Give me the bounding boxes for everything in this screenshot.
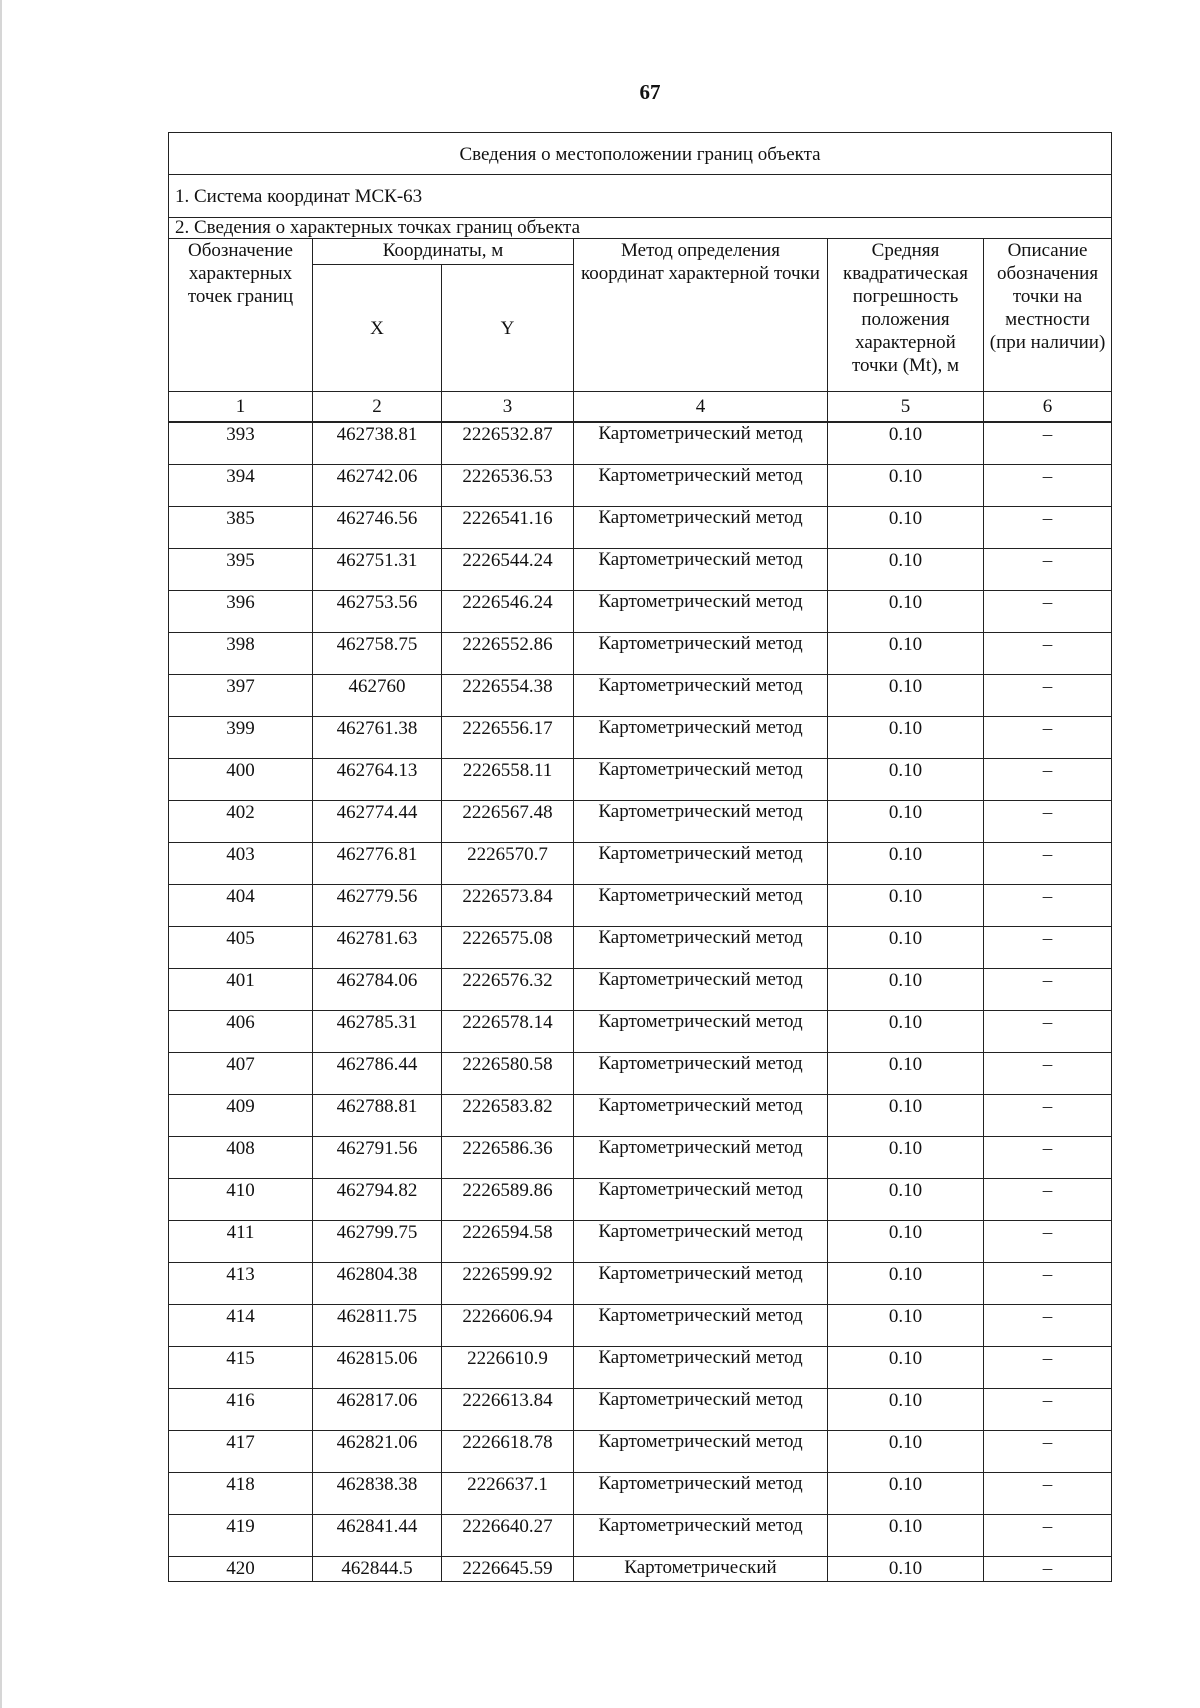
table-row — [169, 1263, 1112, 1305]
x-coordinate-cell: 462761.38 — [313, 717, 442, 759]
method-cell: Картометрический метод — [574, 885, 828, 927]
y-coordinate-cell: 2226640.27 — [442, 1515, 574, 1557]
table-row — [169, 1347, 1112, 1389]
description-cell: – — [984, 1389, 1112, 1431]
y-coordinate-cell: 2226645.59 — [442, 1557, 574, 1582]
method-cell: Картометрический метод — [574, 1389, 828, 1431]
x-coordinate-cell: 462799.75 — [313, 1221, 442, 1263]
mean-error-cell: 0.10 — [828, 843, 984, 885]
method-cell: Картометрический метод — [574, 422, 828, 465]
point-designation-cell: 413 — [169, 1263, 313, 1305]
description-cell: – — [984, 843, 1112, 885]
description-cell: – — [984, 927, 1112, 969]
y-coordinate-cell: 2226576.32 — [442, 969, 574, 1011]
y-coordinate-cell: 2226586.36 — [442, 1137, 574, 1179]
header-row — [169, 239, 1112, 265]
mean-error-cell: 0.10 — [828, 1473, 984, 1515]
y-coordinate-cell: 2226558.11 — [442, 759, 574, 801]
method-cell: Картометрический метод — [574, 1515, 828, 1557]
y-coordinate-cell: 2226554.38 — [442, 675, 574, 717]
point-designation-cell: 408 — [169, 1137, 313, 1179]
description-cell: – — [984, 465, 1112, 507]
y-coordinate-cell: 2226544.24 — [442, 549, 574, 591]
header-y: Y — [442, 265, 574, 392]
point-designation-cell: 416 — [169, 1389, 313, 1431]
y-coordinate-cell: 2226589.86 — [442, 1179, 574, 1221]
description-cell: – — [984, 717, 1112, 759]
y-coordinate-cell: 2226613.84 — [442, 1389, 574, 1431]
description-cell: – — [984, 1473, 1112, 1515]
y-coordinate-cell: 2226575.08 — [442, 927, 574, 969]
method-cell: Картометрический метод — [574, 1095, 828, 1137]
y-coordinate-cell: 2226610.9 — [442, 1347, 574, 1389]
method-cell: Картометрический метод — [574, 1473, 828, 1515]
coordinate-system-row — [169, 175, 1112, 218]
y-coordinate-cell: 2226541.16 — [442, 507, 574, 549]
table-row — [169, 717, 1112, 759]
point-designation-cell: 410 — [169, 1179, 313, 1221]
description-cell: – — [984, 1431, 1112, 1473]
x-coordinate-cell: 462774.44 — [313, 801, 442, 843]
point-designation-cell: 394 — [169, 465, 313, 507]
method-cell: Картометрический метод — [574, 591, 828, 633]
header-coordinates: Координаты, м — [313, 239, 574, 265]
table-title: Сведения о местоположении границ объекта — [169, 133, 1112, 175]
y-coordinate-cell: 2226573.84 — [442, 885, 574, 927]
section-title-row — [169, 218, 1112, 239]
method-cell: Картометрический метод — [574, 675, 828, 717]
description-cell: – — [984, 885, 1112, 927]
description-cell: – — [984, 969, 1112, 1011]
point-designation-cell: 420 — [169, 1557, 313, 1582]
y-coordinate-cell: 2226570.7 — [442, 843, 574, 885]
mean-error-cell: 0.10 — [828, 1305, 984, 1347]
description-cell: – — [984, 591, 1112, 633]
x-coordinate-cell: 462785.31 — [313, 1011, 442, 1053]
method-cell: Картометрический метод — [574, 969, 828, 1011]
mean-error-cell: 0.10 — [828, 549, 984, 591]
x-coordinate-cell: 462758.75 — [313, 633, 442, 675]
x-coordinate-cell: 462838.38 — [313, 1473, 442, 1515]
method-cell: Картометрический метод — [574, 1221, 828, 1263]
method-cell: Картометрический метод — [574, 1053, 828, 1095]
mean-error-cell: 0.10 — [828, 759, 984, 801]
method-cell: Картометрический метод — [574, 759, 828, 801]
point-designation-cell: 403 — [169, 843, 313, 885]
description-cell: – — [984, 1557, 1112, 1582]
table-row — [169, 801, 1112, 843]
description-cell: – — [984, 1305, 1112, 1347]
mean-error-cell: 0.10 — [828, 1263, 984, 1305]
page-number — [0, 80, 1200, 105]
x-coordinate-cell: 462781.63 — [313, 927, 442, 969]
x-coordinate-cell: 462821.06 — [313, 1431, 442, 1473]
x-coordinate-cell: 462794.82 — [313, 1179, 442, 1221]
table-row — [169, 549, 1112, 591]
point-designation-cell: 404 — [169, 885, 313, 927]
mean-error-cell: 0.10 — [828, 465, 984, 507]
mean-error-cell: 0.10 — [828, 422, 984, 465]
mean-error-cell: 0.10 — [828, 1431, 984, 1473]
x-coordinate-cell: 462841.44 — [313, 1515, 442, 1557]
mean-error-cell: 0.10 — [828, 717, 984, 759]
x-coordinate-cell: 462791.56 — [313, 1137, 442, 1179]
x-coordinate-cell: 462776.81 — [313, 843, 442, 885]
method-cell: Картометрический метод — [574, 843, 828, 885]
mean-error-cell: 0.10 — [828, 1347, 984, 1389]
point-designation-cell: 415 — [169, 1347, 313, 1389]
table-row — [169, 465, 1112, 507]
x-coordinate-cell: 462764.13 — [313, 759, 442, 801]
point-designation-cell: 418 — [169, 1473, 313, 1515]
table-row — [169, 1305, 1112, 1347]
y-coordinate-cell: 2226637.1 — [442, 1473, 574, 1515]
description-cell: – — [984, 675, 1112, 717]
y-coordinate-cell: 2226594.58 — [442, 1221, 574, 1263]
table-row — [169, 885, 1112, 927]
method-cell: Картометрический метод — [574, 1431, 828, 1473]
description-cell: – — [984, 759, 1112, 801]
y-coordinate-cell: 2226599.92 — [442, 1263, 574, 1305]
mean-error-cell: 0.10 — [828, 507, 984, 549]
table-row — [169, 1473, 1112, 1515]
table-row — [169, 1557, 1112, 1582]
table-row — [169, 843, 1112, 885]
method-cell: Картометрический метод — [574, 633, 828, 675]
point-designation-cell: 385 — [169, 507, 313, 549]
mean-error-cell: 0.10 — [828, 675, 984, 717]
table-row — [169, 1137, 1112, 1179]
mean-error-cell: 0.10 — [828, 1557, 984, 1582]
point-designation-cell: 396 — [169, 591, 313, 633]
x-coordinate-cell: 462804.38 — [313, 1263, 442, 1305]
method-cell: Картометрический метод — [574, 801, 828, 843]
point-designation-cell: 401 — [169, 969, 313, 1011]
coordinate-system: 1. Система координат МСК-63 — [169, 175, 1112, 218]
y-coordinate-cell: 2226552.86 — [442, 633, 574, 675]
method-cell: Картометрический метод — [574, 1179, 828, 1221]
column-number: 2 — [313, 392, 442, 423]
table-row — [169, 927, 1112, 969]
y-coordinate-cell: 2226606.94 — [442, 1305, 574, 1347]
x-coordinate-cell: 462779.56 — [313, 885, 442, 927]
point-designation-cell: 405 — [169, 927, 313, 969]
y-coordinate-cell: 2226578.14 — [442, 1011, 574, 1053]
table-row — [169, 1221, 1112, 1263]
method-cell: Картометрический метод — [574, 1011, 828, 1053]
description-cell: – — [984, 1221, 1112, 1263]
x-coordinate-cell: 462784.06 — [313, 969, 442, 1011]
description-cell: – — [984, 549, 1112, 591]
x-coordinate-cell: 462742.06 — [313, 465, 442, 507]
point-designation-cell: 398 — [169, 633, 313, 675]
table-row — [169, 1053, 1112, 1095]
x-coordinate-cell: 462751.31 — [313, 549, 442, 591]
table-row — [169, 1179, 1112, 1221]
method-cell: Картометрический метод — [574, 1137, 828, 1179]
description-cell: – — [984, 1053, 1112, 1095]
column-numbers-row — [169, 392, 1112, 423]
section-title: 2. Сведения о характерных точках границ объекта — [169, 218, 1112, 239]
y-coordinate-cell: 2226580.58 — [442, 1053, 574, 1095]
point-designation-cell: 409 — [169, 1095, 313, 1137]
point-designation-cell: 393 — [169, 422, 313, 465]
mean-error-cell: 0.10 — [828, 633, 984, 675]
method-cell: Картометрический метод — [574, 1305, 828, 1347]
header-description: Описание обозначения точки на местности (при наличии) — [984, 239, 1112, 392]
mean-error-cell: 0.10 — [828, 1515, 984, 1557]
description-cell: – — [984, 507, 1112, 549]
point-designation-cell: 406 — [169, 1011, 313, 1053]
table-row — [169, 1515, 1112, 1557]
column-number: 3 — [442, 392, 574, 423]
table-title-row — [169, 133, 1112, 175]
mean-error-cell: 0.10 — [828, 1011, 984, 1053]
description-cell: – — [984, 633, 1112, 675]
y-coordinate-cell: 2226583.82 — [442, 1095, 574, 1137]
description-cell: – — [984, 1179, 1112, 1221]
x-coordinate-cell: 462753.56 — [313, 591, 442, 633]
table-row — [169, 507, 1112, 549]
mean-error-cell: 0.10 — [828, 1053, 984, 1095]
page-left-edge — [0, 0, 2, 1708]
mean-error-cell: 0.10 — [828, 1389, 984, 1431]
table-row — [169, 1095, 1112, 1137]
method-cell: Картометрический метод — [574, 927, 828, 969]
description-cell: – — [984, 801, 1112, 843]
description-cell: – — [984, 1011, 1112, 1053]
page-number-text: 67 — [639, 80, 661, 104]
header-x: X — [313, 265, 442, 392]
method-cell: Картометрический — [574, 1557, 828, 1582]
mean-error-cell: 0.10 — [828, 1221, 984, 1263]
boundary-points-table — [168, 132, 1112, 1582]
y-coordinate-cell: 2226567.48 — [442, 801, 574, 843]
table-row — [169, 633, 1112, 675]
x-coordinate-cell: 462811.75 — [313, 1305, 442, 1347]
mean-error-cell: 0.10 — [828, 1179, 984, 1221]
column-number: 6 — [984, 392, 1112, 423]
y-coordinate-cell: 2226546.24 — [442, 591, 574, 633]
table-row — [169, 969, 1112, 1011]
point-designation-cell: 417 — [169, 1431, 313, 1473]
column-number: 5 — [828, 392, 984, 423]
header-mean-error: Средняя квадратическая погрешность положения характерной точки (Mt), м — [828, 239, 984, 392]
point-designation-cell: 402 — [169, 801, 313, 843]
method-cell: Картометрический метод — [574, 465, 828, 507]
table-row — [169, 1431, 1112, 1473]
point-designation-cell: 400 — [169, 759, 313, 801]
table-row — [169, 675, 1112, 717]
mean-error-cell: 0.10 — [828, 591, 984, 633]
point-designation-cell: 395 — [169, 549, 313, 591]
y-coordinate-cell: 2226618.78 — [442, 1431, 574, 1473]
method-cell: Картометрический метод — [574, 1347, 828, 1389]
x-coordinate-cell: 462844.5 — [313, 1557, 442, 1582]
description-cell: – — [984, 1263, 1112, 1305]
x-coordinate-cell: 462817.06 — [313, 1389, 442, 1431]
description-cell: – — [984, 1095, 1112, 1137]
header-method: Метод определения координат характерной точки — [574, 239, 828, 392]
point-designation-cell: 407 — [169, 1053, 313, 1095]
x-coordinate-cell: 462746.56 — [313, 507, 442, 549]
method-cell: Картометрический метод — [574, 717, 828, 759]
description-cell: – — [984, 1347, 1112, 1389]
point-designation-cell: 397 — [169, 675, 313, 717]
description-cell: – — [984, 422, 1112, 465]
mean-error-cell: 0.10 — [828, 969, 984, 1011]
mean-error-cell: 0.10 — [828, 885, 984, 927]
x-coordinate-cell: 462815.06 — [313, 1347, 442, 1389]
column-number: 1 — [169, 392, 313, 423]
method-cell: Картометрический метод — [574, 507, 828, 549]
point-designation-cell: 419 — [169, 1515, 313, 1557]
mean-error-cell: 0.10 — [828, 801, 984, 843]
table-row — [169, 1389, 1112, 1431]
x-coordinate-cell: 462760 — [313, 675, 442, 717]
point-designation-cell: 411 — [169, 1221, 313, 1263]
table-row — [169, 422, 1112, 465]
column-number: 4 — [574, 392, 828, 423]
point-designation-cell: 414 — [169, 1305, 313, 1347]
method-cell: Картометрический метод — [574, 1263, 828, 1305]
y-coordinate-cell: 2226556.17 — [442, 717, 574, 759]
point-designation-cell: 399 — [169, 717, 313, 759]
header-point-designation: Обозначение характерных точек границ — [169, 239, 313, 392]
x-coordinate-cell: 462788.81 — [313, 1095, 442, 1137]
mean-error-cell: 0.10 — [828, 1137, 984, 1179]
y-coordinate-cell: 2226536.53 — [442, 465, 574, 507]
method-cell: Картометрический метод — [574, 549, 828, 591]
table-row — [169, 591, 1112, 633]
x-coordinate-cell: 462786.44 — [313, 1053, 442, 1095]
mean-error-cell: 0.10 — [828, 927, 984, 969]
description-cell: – — [984, 1137, 1112, 1179]
description-cell: – — [984, 1515, 1112, 1557]
mean-error-cell: 0.10 — [828, 1095, 984, 1137]
x-coordinate-cell: 462738.81 — [313, 422, 442, 465]
table-row — [169, 1011, 1112, 1053]
y-coordinate-cell: 2226532.87 — [442, 422, 574, 465]
table-row — [169, 759, 1112, 801]
